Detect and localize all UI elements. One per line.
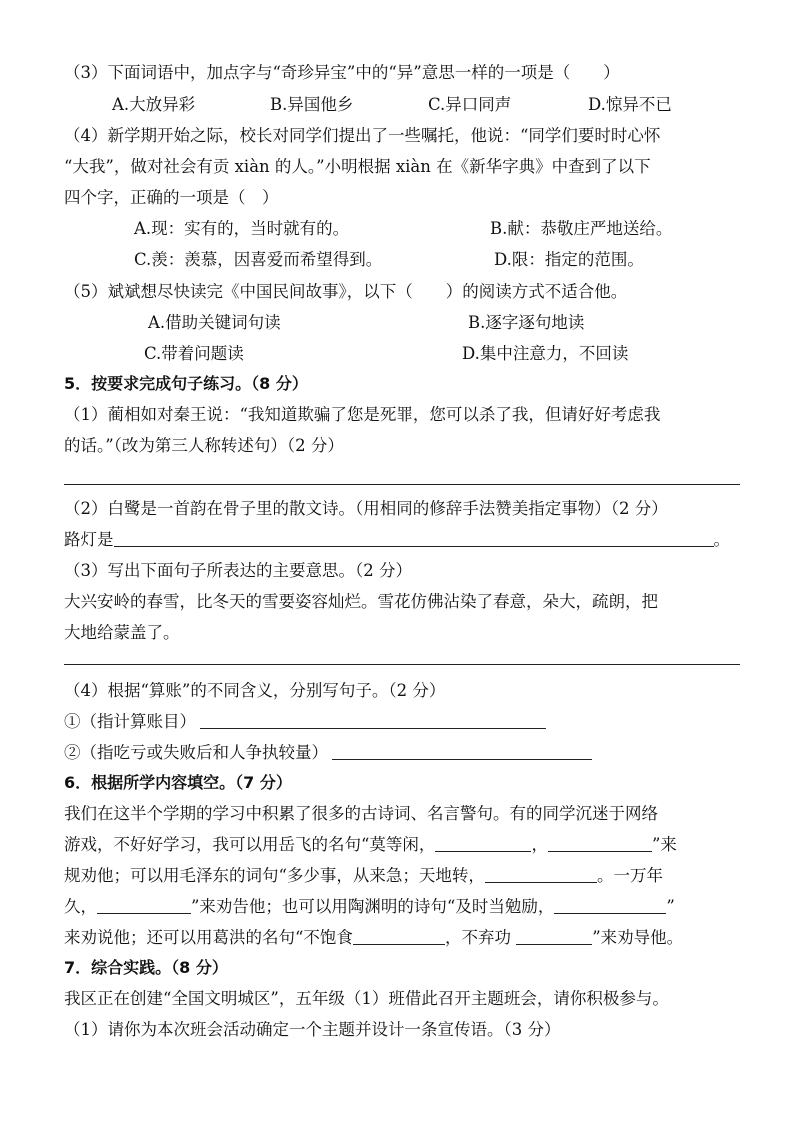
q6-line-5 [64,927,683,949]
q6-blank-5[interactable] [554,897,666,914]
q6-l3-text-a: 规劝他；可以用毛泽东的词句“多少事，从来急；天地转， [64,866,485,885]
q5-3-answer-line[interactable] [64,664,740,665]
q4-5-stem: （5）斌斌想尽快读完《中国民间故事》，以下（ ）的阅读方式不适合他。 [64,282,628,301]
q4-5-option-b: B.逐字逐句地读 [468,313,585,332]
q6-line-4 [64,896,675,918]
q7-line-2: （1）请你为本次班会活动确定一个主题并设计一条宣传语。（3 分） [64,1020,561,1039]
q5-3-stem: （3）写出下面句子所表达的主要意思。（2 分） [64,561,412,580]
q4-3-option-b: B.异国他乡 [270,95,354,114]
q4-3-option-a: A.大放异彩 [112,95,196,114]
q6-blank-2[interactable] [548,835,652,852]
q5-2-end: 。 [713,530,730,549]
q5-title: 5．按要求完成句子练习。（8 分） [64,374,308,393]
q6-l5-text-b: ，不弃功 [444,928,517,947]
q7-line-1: 我区正在创建“全国文明城区”，五年级（1）班借此召开主题班会，请你积极参与。 [64,989,669,1008]
q4-4-line-1: （4）新学期开始之际，校长对同学们提出了一些嘱托，他说：“同学们要时时心怀 [64,126,661,145]
q4-5-option-a: A.借助关键词句读 [148,313,281,332]
q7-title: 7．综合实践。（8 分） [64,958,228,977]
q6-blank-4[interactable] [97,897,191,914]
q4-4-line-3: 四个字，正确的一项是（ ） [64,188,279,207]
q5-4-b-label: ②（指吃亏或失败后和人争执较量） [64,743,328,762]
q6-blank-3[interactable] [485,866,597,883]
q5-1-answer-line[interactable] [64,484,740,485]
q5-4-b-answer-blank[interactable] [332,743,592,760]
q6-line-2 [64,834,677,856]
q5-2-answer-row [64,529,730,551]
q6-l5-text-c: ”来劝导他。 [592,928,684,947]
q6-line-3 [64,865,663,887]
q4-4-option-d: D.限：指定的范围。 [494,250,644,269]
q6-l3-text-b: 。一万年 [596,866,663,885]
q4-4-option-b: B.献：恭敬庄严地送给。 [490,219,673,238]
q4-5-option-c: C.带着问题读 [144,344,244,363]
q4-4-line-2: “大我”，做对社会有贡 xiàn 的人。”小明根据 xiàn 在《新华字典》中查到了以下 [64,157,651,176]
q6-l2-text-c: ”来 [651,835,677,854]
q4-3-option-d: D.惊异不已 [588,95,672,114]
q6-l4-text-b: ”来劝告他；也可以用陶渊明的诗句“及时当勉励， [191,897,555,916]
q5-4-a-label: ①（指计算账目） [64,712,196,731]
q6-l4-text-c: ” [666,897,675,916]
q4-4-option-a: A.现：实有的，当时就有的。 [134,219,350,238]
q6-blank-1[interactable] [435,835,531,852]
q6-line-1: 我们在这半个学期的学习中积累了很多的古诗词、名言警句。有的同学沉迷于网络 [64,804,658,823]
q5-3-passage-line-1: 大兴安岭的春雪，比冬天的雪要姿容灿烂。雪花仿佛沾染了春意，朵大，疏朗，把 [64,592,658,611]
q4-4-option-c: C.羡：羡慕，因喜爱而希望得到。 [134,250,383,269]
q6-blank-7[interactable] [516,928,592,945]
q5-2-answer-blank[interactable] [114,530,714,547]
q6-l4-text-a: 久， [64,897,97,916]
q6-title: 6．根据所学内容填空。（7 分） [64,773,292,792]
q6-l2-text-b: ， [531,835,548,854]
q5-1-line-1: （1）蔺相如对秦王说：“我知道欺骗了您是死罪，您可以杀了我，但请好好考虑我 [64,405,661,424]
q6-l5-text-a: 来劝说他；还可以用葛洪的名句“不饱食 [64,928,353,947]
q4-3-stem: （3）下面词语中，加点字与“奇珍异宝”中的“异”意思一样的一项是（ ） [64,63,620,82]
q4-3-option-c: C.异口同声 [428,95,512,114]
q5-4-stem: （4）根据“算账”的不同含义，分别写句子。（2 分） [64,681,446,700]
q5-2-prefix: 路灯是 [64,530,114,549]
q5-4-row-a [64,711,546,733]
q4-5-option-d: D.集中注意力，不回读 [462,344,629,363]
q6-blank-6[interactable] [353,928,445,945]
q5-4-a-answer-blank[interactable] [200,712,546,729]
q5-2-stem: （2）白鹭是一首韵在骨子里的散文诗。（用相同的修辞手法赞美指定事物）（2 分） [64,499,668,518]
q5-1-line-2: 的话。”（改为第三人称转述句）（2 分） [64,436,344,455]
q6-l2-text-a: 游戏，不好好学习，我可以用岳飞的名句“莫等闲， [64,835,436,854]
q5-3-passage-line-2: 大地给蒙盖了。 [64,623,180,642]
q5-4-row-b [64,742,592,764]
